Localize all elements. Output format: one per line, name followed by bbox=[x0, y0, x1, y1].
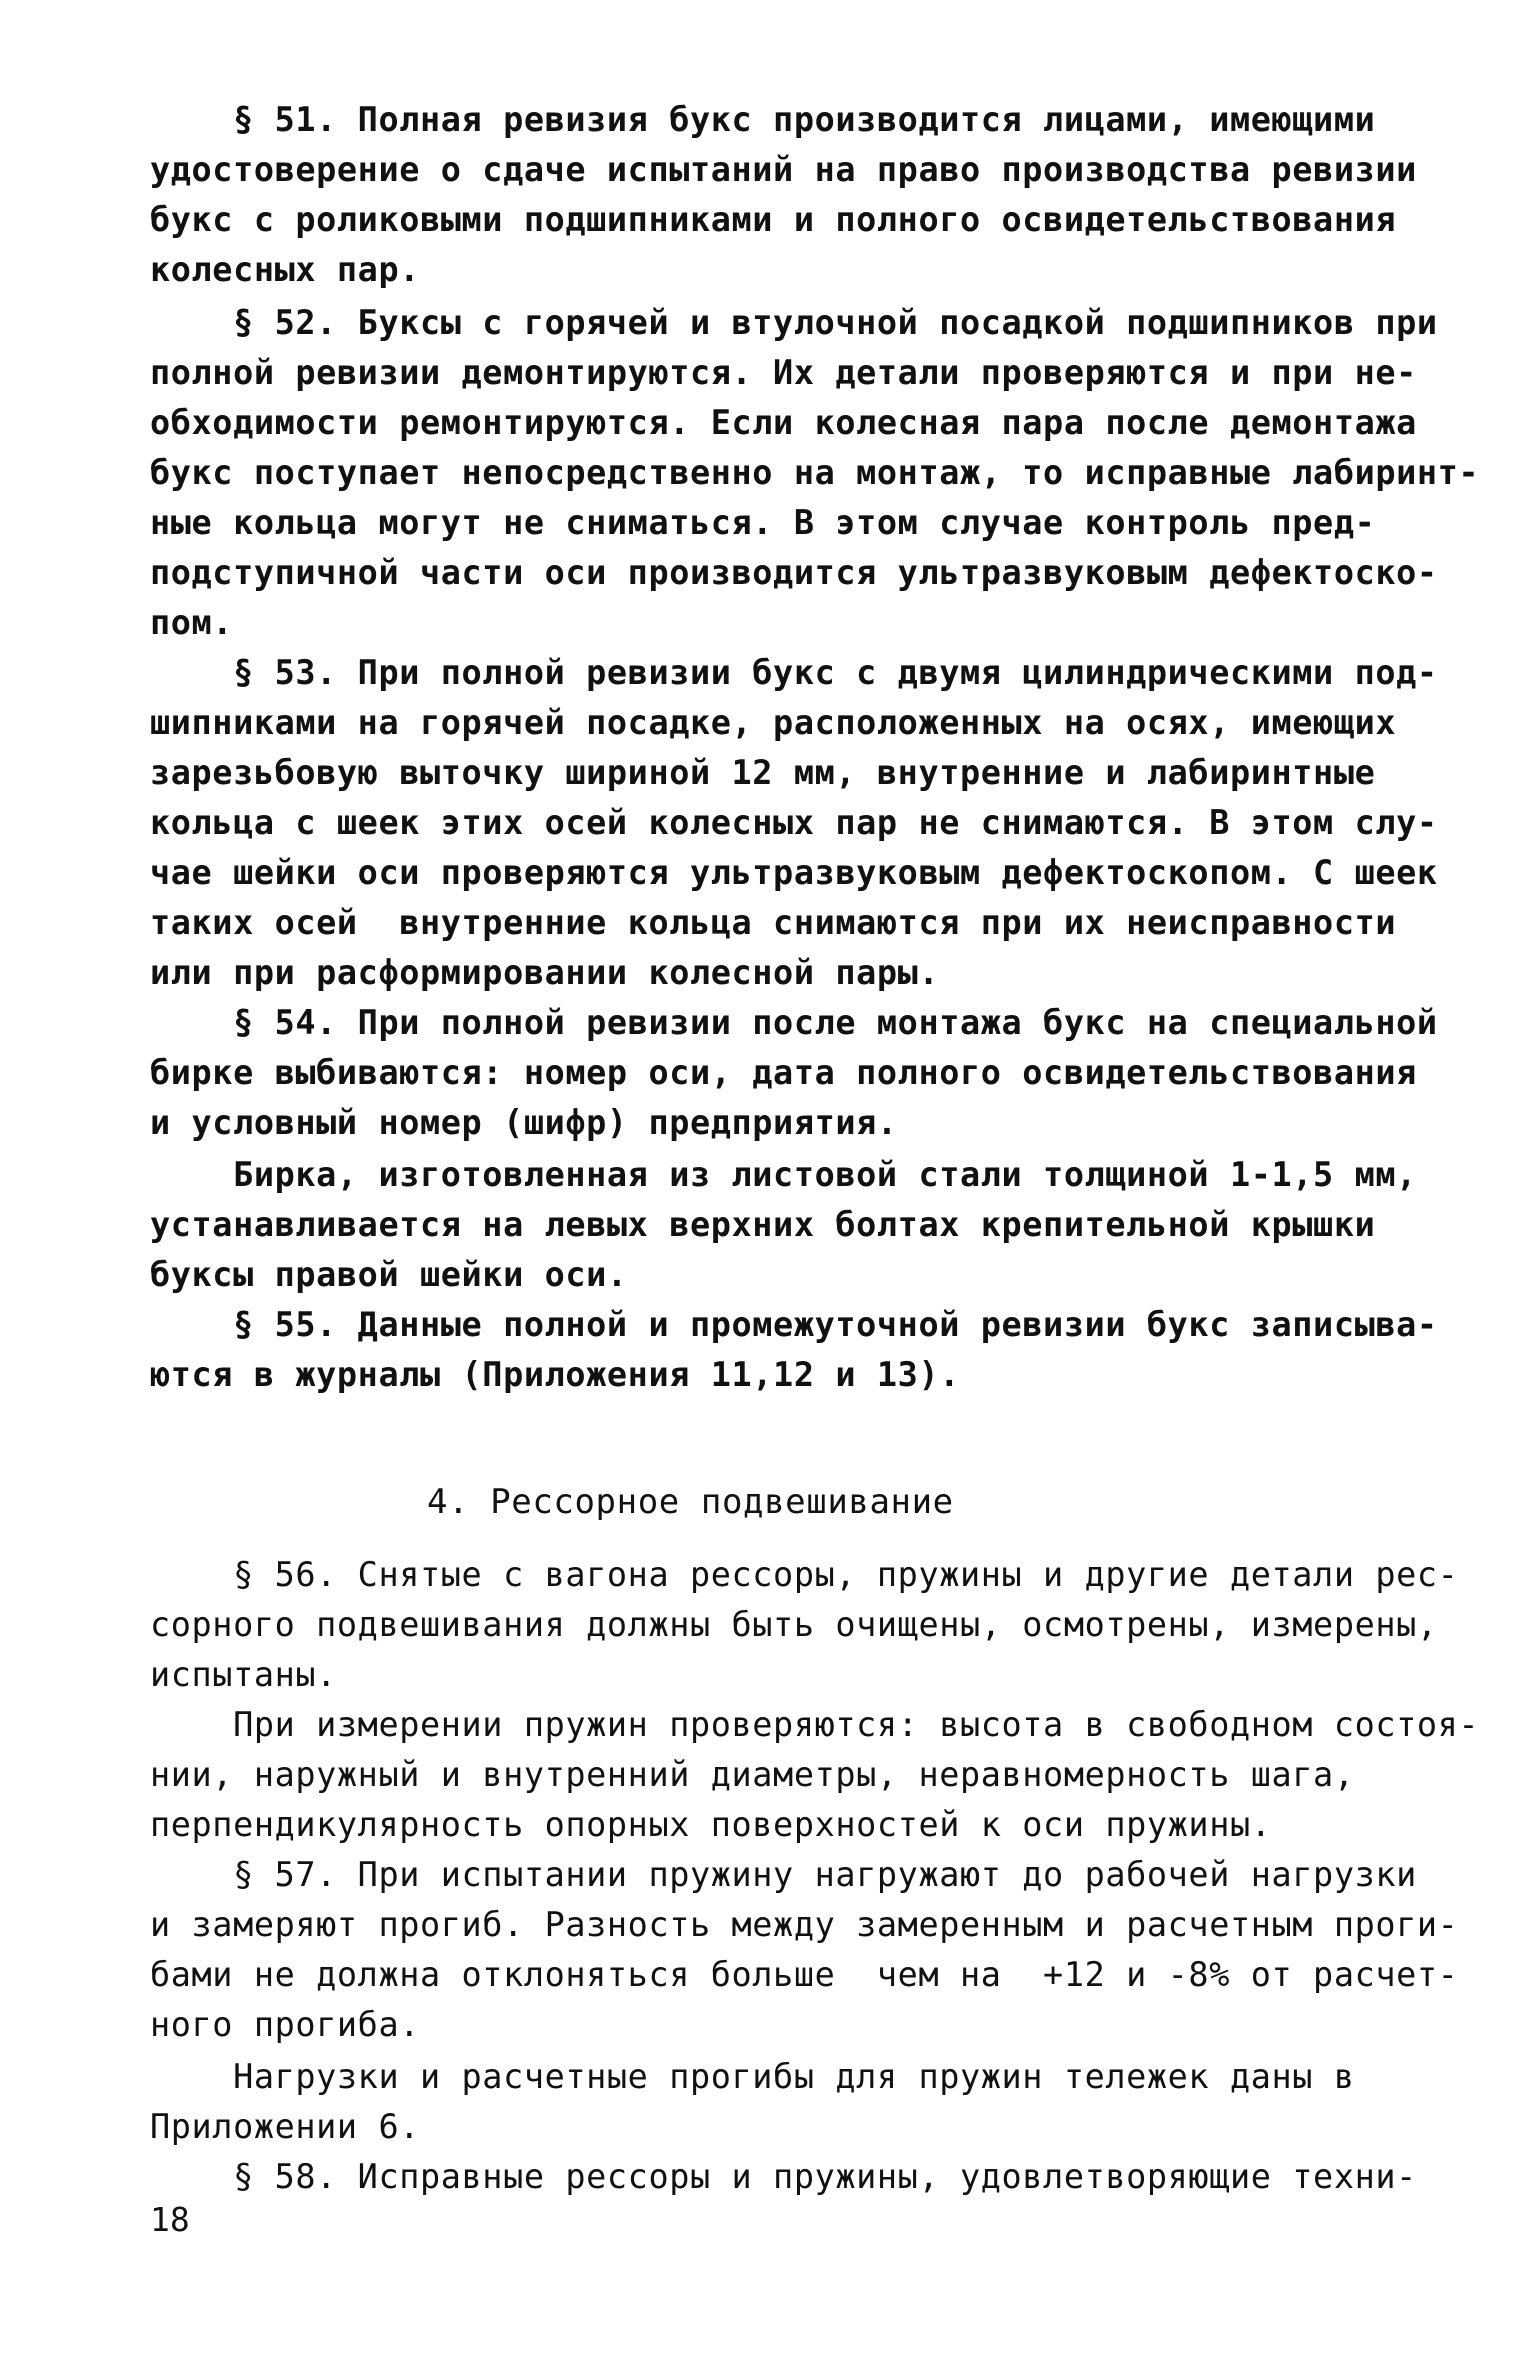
text-line: § 55. Данные полной и промежуточной ревизии букс записыва- bbox=[150, 1305, 1438, 1344]
text-line: буксы правой шейки оси. bbox=[150, 1255, 628, 1294]
text-line: или при расформировании колесной пары. bbox=[150, 953, 940, 992]
text-line: ются в журналы (Приложения 11,12 и 13). bbox=[150, 1355, 960, 1394]
text-line: чае шейки оси проверяются ультразвуковым дефектоскопом. С шеек bbox=[150, 853, 1438, 892]
text-line: § 56. Снятые с вагона рессоры, пружины и другие детали рес- bbox=[150, 1555, 1459, 1594]
text-line: § 53. При полной ревизии букс с двумя цилиндрическими под- bbox=[150, 653, 1438, 692]
text-line: нии, наружный и внутренний диаметры, неравномерность шага, bbox=[150, 1755, 1355, 1794]
text-line: удостоверение о сдаче испытаний на право производства ревизии bbox=[150, 150, 1417, 189]
text-line: § 57. При испытании пружину нагружают до рабочей нагрузки bbox=[150, 1855, 1417, 1894]
text-line: шипниками на горячей посадке, расположенных на осях, имеющих bbox=[150, 703, 1397, 742]
text-line: § 54. При полной ревизии после монтажа букс на специальной bbox=[150, 1003, 1438, 1042]
text-line: полной ревизии демонтируются. Их детали проверяются и при не- bbox=[150, 353, 1417, 392]
page-number: 18 bbox=[150, 2200, 190, 2239]
text-line: и условный номер (шифр) предприятия. bbox=[150, 1103, 898, 1142]
text-line: и замеряют прогиб. Разность между замеренным и расчетным проги- bbox=[150, 1905, 1459, 1944]
text-line: испытаны. bbox=[150, 1655, 337, 1694]
text-line: обходимости ремонтируются. Если колесная пара после демонтажа bbox=[150, 403, 1417, 442]
text-line: § 51. Полная ревизия букс производится лицами, имеющими bbox=[150, 100, 1376, 139]
text-line: таких осей внутренние кольца снимаются при их неисправности bbox=[150, 903, 1397, 942]
text-line: подступичной части оси производится ультразвуковым дефектоско- bbox=[150, 553, 1438, 592]
text-line: бирке выбиваются: номер оси, дата полного освидетельствования bbox=[150, 1053, 1417, 1092]
text-line: § 52. Буксы с горячей и втулочной посадкой подшипников при bbox=[150, 303, 1438, 342]
text-line: букс поступает непосредственно на монтаж, то исправные лабиринт- bbox=[150, 453, 1480, 492]
text-line: Приложении 6. bbox=[150, 2107, 420, 2146]
text-line: ные кольца могут не сниматься. В этом случае контроль пред- bbox=[150, 503, 1376, 542]
section-heading: 4. Рессорное подвешивание bbox=[427, 1482, 954, 1522]
text-line: пом. bbox=[150, 603, 234, 642]
text-line: перпендикулярность опорных поверхностей к оси пружины. bbox=[150, 1805, 1272, 1844]
text-line: бами не должна отклоняться больше чем на +12 и -8% от расчет- bbox=[150, 1955, 1459, 1994]
text-line: устанавливается на левых верхних болтах крепительной крышки bbox=[150, 1205, 1376, 1244]
text-line: сорного подвешивания должны быть очищены, осмотрены, измерены, bbox=[150, 1605, 1438, 1644]
text-line: § 58. Исправные рессоры и пружины, удовлетворяющие техни- bbox=[150, 2157, 1417, 2196]
text-line: зарезьбовую выточку шириной 12 мм, внутренние и лабиринтные bbox=[150, 753, 1376, 792]
text-line: ного прогиба. bbox=[150, 2005, 420, 2044]
text-line: колесных пар. bbox=[150, 250, 420, 289]
text-line: Бирка, изготовленная из листовой стали толщиной 1-1,5 мм, bbox=[150, 1155, 1417, 1194]
text-line: букс с роликовыми подшипниками и полного освидетельствования bbox=[150, 200, 1397, 239]
text-line: кольца с шеек этих осей колесных пар не снимаются. В этом слу- bbox=[150, 803, 1438, 842]
text-line: Нагрузки и расчетные прогибы для пружин тележек даны в bbox=[150, 2057, 1355, 2096]
text-line: При измерении пружин проверяются: высота в свободном состоя- bbox=[150, 1705, 1480, 1744]
